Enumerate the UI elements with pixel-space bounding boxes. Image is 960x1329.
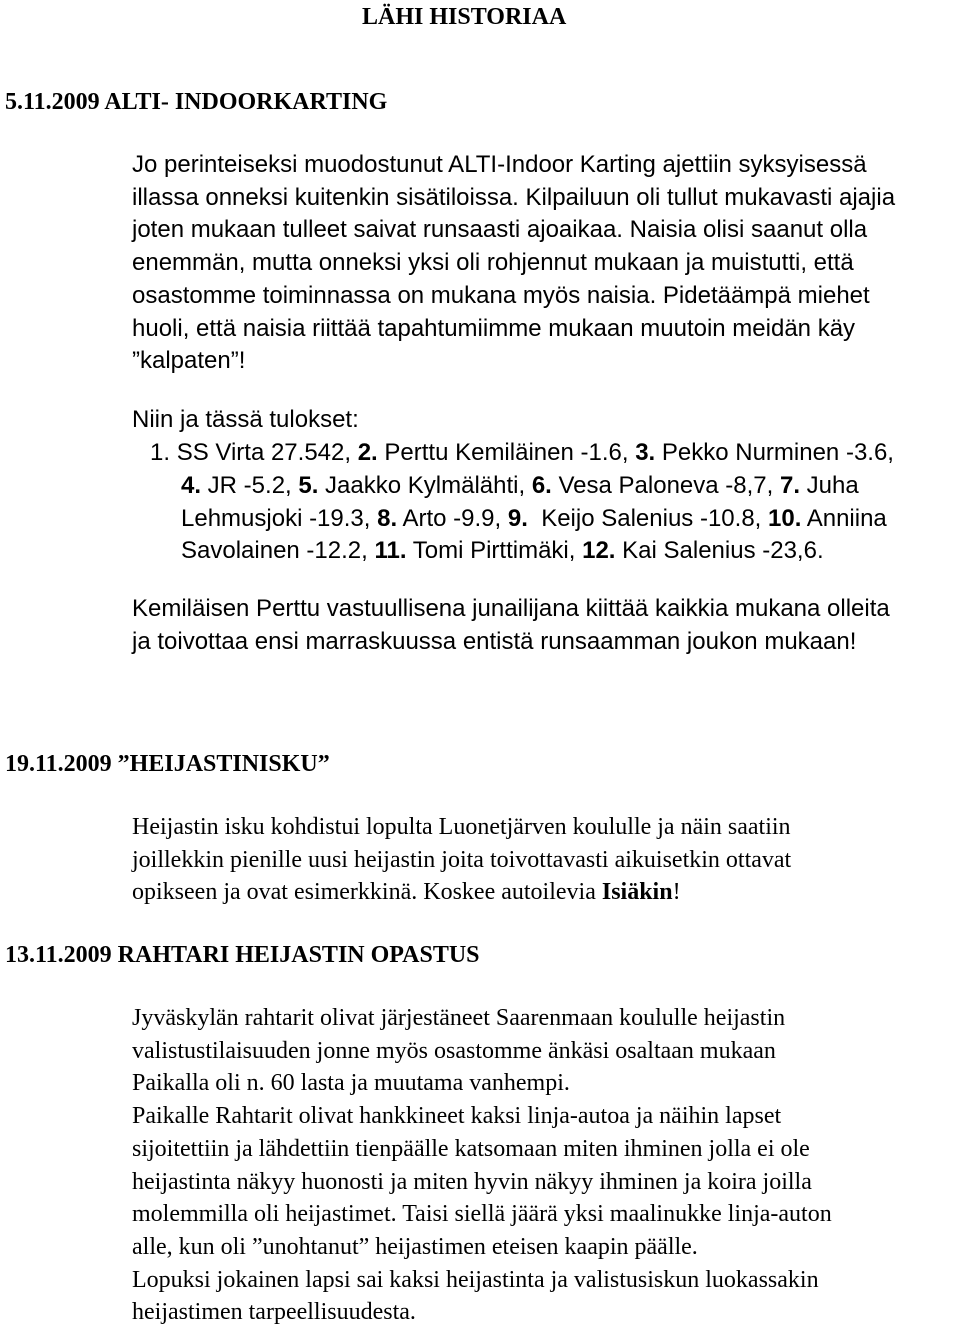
paragraph-line: alle, kun oli ”unohtanut” heijastimen eteisen kaapin päälle. [132,1233,698,1260]
bold-text-run: 3. [635,439,656,466]
paragraph-line [132,844,791,877]
bold-text-run: Isiäkin [601,879,673,906]
bold-text-run: 8. [377,504,398,532]
page-title: LÄHI HISTORIAA [362,4,567,30]
paragraph-line [132,876,791,909]
karting-paragraph [132,149,895,378]
results-line [150,437,894,470]
text-run: Juha [800,472,859,499]
text-run: ! [672,879,681,906]
section-heading-heijastinisku: 19.11.2009 ”HEIJASTINISKU” [5,751,330,777]
text-run: Pekko Nurminen -3.6, [655,439,894,466]
paragraph-line: huoli, että naisia riittää tapahtumiimme mukaan muutoin meidän käy [132,314,856,342]
text-run: Savolainen -12.2, [181,537,375,565]
results-line [181,503,887,536]
text-run: Arto -9.9, [397,504,508,532]
text-run: Vesa Paloneva -8,7, [551,472,780,499]
section-heading-karting: 5.11.2009 ALTI- INDOORKARTING [5,89,388,115]
paragraph-line: sijoitettiin ja lähdettiin tienpäälle katsomaan miten ihminen jolla ei ole [132,1135,810,1162]
section-heading-rahtari: 13.11.2009 RAHTARI HEIJASTIN OPASTUS [5,942,480,968]
bold-text-run: 10. [768,504,802,532]
bold-text-run: 7. [779,472,800,499]
bold-text-run: 6. [531,472,552,499]
text-run: joillekkin pienille uusi heijastin joita toivottavasti aikuisetkin ottavat [132,846,792,873]
text-run: Perttu Kemiläinen -1.6, [377,439,636,466]
text-run: Jaakko Kylmälähti, [318,472,532,499]
paragraph-line: Jo perinteiseksi muodostunut ALTI-Indoor Karting ajettiin syksyisessä [132,151,867,178]
paragraph-line: Paikalla oli n. 60 lasta ja muutama vanhempi. [132,1070,570,1097]
rahtari-paragraph [132,1002,832,1329]
results-line [181,535,887,568]
paragraph-line: valistustilaisuuden jonne myös osastomme änkäsi osaltaan mukaan [132,1037,776,1064]
text-run: 1. [150,439,177,466]
text-run: opikseen ja ovat esimerkkinä. Koskee autoilevia [132,879,602,906]
text-run: Tomi Pirttimäki, [406,537,583,565]
paragraph-line [132,811,791,844]
results-line [181,470,887,503]
results-list-continued [181,470,887,568]
text-run: Lehmusjoki -19.3, [181,504,378,532]
paragraph-line: enemmän, mutta onneksi yksi oli rohjennut mukaan ja muistutti, että [132,249,854,277]
paragraph-line: Jyväskylän rahtarit olivat järjestäneet Saarenmaan koululle heijastin [132,1005,786,1031]
bold-text-run: 4. [181,472,202,499]
paragraph-line: Paikalle Rahtarit olivat hankkineet kaksi linja-autoa ja näihin lapset [132,1103,782,1130]
results-intro: Niin ja tässä tulokset: [132,406,359,433]
paragraph-line: molemmilla oli heijastimet. Taisi siellä jäärä yksi maalinukke linja-auton [132,1201,832,1228]
bold-text-run: 12. [582,537,616,565]
karting-closing [132,593,890,658]
paragraph-line: Lopuksi jokainen lapsi sai kaksi heijastinta ja valistusiskun luokassakin [132,1266,819,1293]
results-list [150,437,894,470]
paragraph-line: ”kalpaten”! [132,347,246,375]
paragraph-line: osastomme toiminnassa on mukana myös naisia. Pidetäämpä miehet [132,281,870,309]
paragraph-line: heijastimen tarpeellisuudesta. [132,1299,416,1326]
text-run: JR -5.2, [201,472,299,499]
text-run: Heijastin isku kohdistui lopulta Luonetjärven koululle ja näin saatiin [132,814,791,840]
bold-text-run: 2. [357,439,378,466]
paragraph-line: joten mukaan tulleet saivat runsaasti ajoaikaa. Naisia olisi saanut olla [132,216,868,244]
bold-text-run: 9. [507,504,528,532]
text-run: SS Virta 27.542, [176,439,358,466]
paragraph-line: heijastinta näkyy huonosti ja miten hyvin näkyy ihminen ja koira joilla [132,1168,812,1195]
bold-text-run: 11. [374,537,407,565]
text-run: Keijo Salenius -10.8, [527,504,768,532]
bold-text-run: 5. [298,472,319,499]
paragraph-line: Kemiläisen Perttu vastuullisena junailijana kiittää kaikkia mukana olleita [132,595,890,622]
paragraph-line: ja toivottaa ensi marraskuussa entistä runsaamman joukon mukaan! [132,627,857,655]
text-run: Anniina [801,504,887,532]
text-run: Kai Salenius -23,6. [615,537,824,565]
heijastinisku-paragraph [132,811,791,909]
paragraph-line: illassa onneksi kuitenkin sisätiloissa. Kilpailuun oli tullut mukavasti ajajia [132,183,896,211]
